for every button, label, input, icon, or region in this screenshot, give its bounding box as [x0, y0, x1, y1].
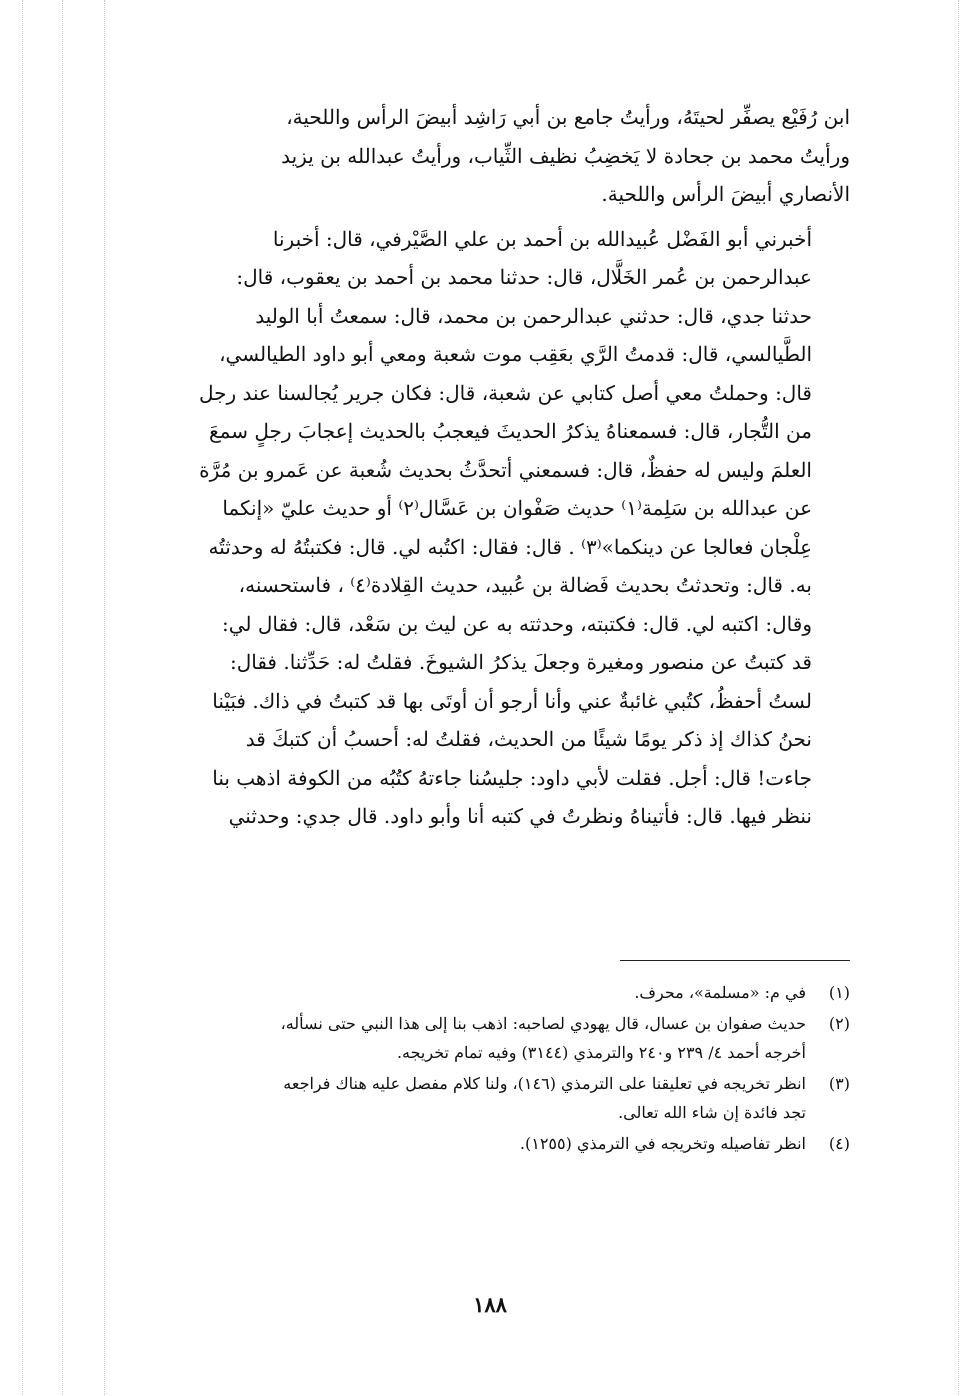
paragraph-1 — [132, 98, 850, 214]
text-line: ننظر فيها. قال: فأتيناهُ ونظرتُ في كتبه أنا وأبو داود. قال جدي: وحدثني — [228, 804, 812, 828]
footnote-separator — [620, 960, 850, 961]
scan-guide-line — [22, 0, 23, 1396]
footnote-number: (١) — [828, 983, 850, 1002]
footnote-line: انظر تفاصيله وتخريجه في الترمذي (١٢٥٥). — [519, 1134, 806, 1153]
main-text — [132, 98, 850, 836]
footnote-3 — [132, 1069, 850, 1127]
text-line: العلمَ وليس له حفظٌ، قال: فسمعني أتحدَّثُ بحديث شُعبة عن عَمرو بن مُرَّة — [199, 457, 812, 482]
text-line: الطَّيالسي، قال: قدمتُ الرَّي بعَقِب موت شعبة ومعي أبو داود الطيالسي، — [219, 342, 812, 366]
footnote-text — [132, 978, 806, 1007]
footnote-number: (٢) — [828, 1014, 850, 1033]
text-line: قال: وحملتُ معي أصل كتابي عن شعبة، قال: فكان جرير يُجالسنا عند رجل — [198, 380, 812, 405]
text-line: ابن رُفَيْع يصفِّر لحيتَهُ، ورأيتُ جامع بن أبي رَاشِد أبيضَ الرأس واللحية، — [286, 105, 850, 129]
scan-guide-line — [104, 0, 105, 1396]
text-line: من التُّجار، قال: فسمعناهُ يذكرُ الحديثَ فيعجبُ بالحديث إعجابَ رجلٍ سمعَ — [209, 419, 812, 443]
text-line: لستُ أحفظُ، كتُبي غائبةٌ عني وأنا أرجو أن أوتَى بها قد كتبتُ في ذاك. فبَيْنا — [212, 688, 812, 713]
text-line: قد كتبتُ عن منصور ومغيرة وجعلَ يذكرُ الشيوخَ. فقلتُ له: حَدِّثنا. فقال: — [229, 650, 812, 674]
footnote-line: تجد فائدة إن شاء الله تعالى. — [618, 1103, 806, 1122]
text-line: به. قال: وتحدثتُ بحديث فَضالة بن عُبيد، حديث القِلادة⁽٤⁾ ، فاستحسنه، — [238, 573, 812, 597]
footnote-line: انظر تخريجه في تعليقنا على الترمذي (١٤٦)، ولنا كلام مفصل عليه هناك فراجعه — [283, 1074, 806, 1093]
text-line: حدثنا جدي، قال: حدثني عبدالرحمن بن محمد، قال: سمعتُ أبا الوليد — [255, 303, 812, 328]
footnote-text — [132, 1069, 806, 1127]
footnote-text — [132, 1129, 806, 1158]
text-line: الأنصاري أبيضَ الرأس واللحية. — [601, 182, 850, 206]
footnote-number: (٤) — [828, 1134, 850, 1153]
scan-guide-line — [62, 0, 63, 1396]
text-line: ورأيتُ محمد بن جحادة لا يَخضِبُ نظيف الثِّياب، ورأيتُ عبدالله بن يزيد — [281, 143, 850, 168]
page-number: ١٨٨ — [473, 1292, 507, 1317]
text-line: وقال: اكتبه لي. قال: فكتبته، وحدثته به عن ليث بن سَعْد، قال: فقال لي: — [222, 611, 812, 636]
footnote-1 — [132, 978, 850, 1007]
text-line: عِلْجان فعالجا عن دينكما»⁽٣⁾ . قال: فقال: اكتُبه لي. قال: فكتبتُهُ له وحدثتُه — [208, 534, 812, 559]
footnote-line: أخرجه أحمد ٤/ ٢٣٩ و٢٤٠ والترمذي (٣١٤٤) وفيه تمام تخريجه. — [396, 1043, 806, 1062]
footnote-number: (٣) — [828, 1074, 850, 1093]
footnote-4 — [132, 1129, 850, 1158]
text-line: جاءت! قال: أجل. فقلت لأبي داود: جليسُنا جاءتهُ كتُبُه من الكوفة اذهب بنا — [212, 765, 812, 790]
text-line: عن عبدالله بن سَلِمة⁽١⁾ حديث صَفْوان بن عَسَّال⁽٢⁾ أو حديث عليّ «إنكما — [222, 496, 812, 520]
footnote-line: حديث صفوان بن عسال، قال يهودي لصاحبه: اذهب بنا إلى هذا النبي حتى نسأله، — [280, 1014, 806, 1033]
text-line: أخبرني أبو الفَضْل عُبيدالله بن أحمد بن علي الصَّيْرفي، قال: أخبرنا — [272, 226, 812, 251]
text-line: عبدالرحمن بن عُمر الخَلَّال، قال: حدثنا محمد بن أحمد بن يعقوب، قال: — [236, 265, 812, 289]
footnote-line: في م: «مسلمة»، محرف. — [634, 983, 806, 1002]
footnote-2 — [132, 1009, 850, 1067]
footnotes — [132, 978, 850, 1160]
paragraph-2 — [132, 220, 850, 836]
footnote-text — [132, 1009, 806, 1067]
scan-guide-line — [958, 0, 959, 1396]
text-line: نحنُ كذاك إذ ذكر يومًا شيئًا من الحديث، فقلتُ له: أحسبُ أن كتبكَ قد — [245, 727, 812, 751]
